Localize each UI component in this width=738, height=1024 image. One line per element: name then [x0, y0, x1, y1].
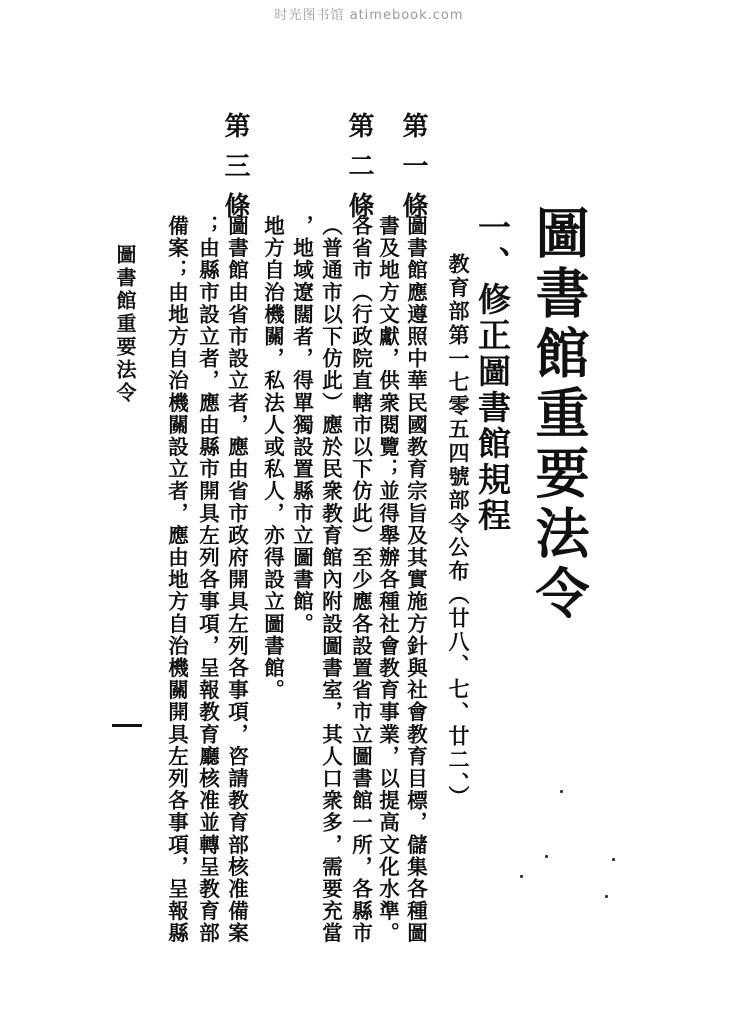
scan-speck: [560, 790, 563, 793]
document-title: 圖書館重要法令: [527, 205, 591, 625]
article-1-line-1: 圖書館應遵照中華民國教育宗旨及其實施方針與社會教育目標，儲集各種圖: [403, 215, 428, 945]
scan-speck: [612, 858, 615, 861]
site-watermark: 时光图书馆 atimebook.com: [274, 8, 464, 23]
scan-speck: [520, 875, 523, 878]
article-2-line-1: 各省市（行政院直轄市以下仿此）至少應各設置省市立圖書館一所，各縣市: [348, 215, 373, 945]
scan-speck: [605, 895, 608, 898]
article-2-label: 第二條: [344, 112, 374, 232]
article-3-line-1: 圖書館由省市設立者，應由省市政府開具左列各事項，咨請教育部核准備案: [224, 215, 249, 945]
article-1-line-2: 書及地方文獻，供衆閱覽；並得舉辦各種社會教育事業，以提高文化水準。: [375, 215, 400, 945]
scan-speck: [545, 855, 548, 858]
article-1-label: 第一條: [398, 112, 428, 232]
section-heading: 一、修正圖書館規程: [473, 210, 512, 534]
article-2-line-3: ，地域遼闊者，得單獨設置縣市立圖書館。: [289, 215, 314, 635]
running-footer: 圖書館重要法令: [113, 244, 137, 405]
article-3-label: 第三條: [220, 112, 250, 232]
article-3-line-3: 備案；由地方自治機關設立者，應由地方自治機關開具左列各事項，呈報縣: [164, 215, 189, 945]
decree-note: 教育部第一七零五四號部令公布（廿八、七、廿二、）: [446, 253, 471, 809]
article-2-line-2: （普通市以下仿此）應於民衆教育館內附設圖書室，其人口衆多，需要充當: [318, 215, 343, 945]
page-number: [112, 724, 142, 727]
article-2-line-4: 地方自治機關，私法人或私人，亦得設立圖書館。: [260, 215, 285, 702]
article-3-line-2: ；由縣市設立者，應由縣市開具左列各事項，呈報教育廳核准並轉呈教育部: [195, 215, 220, 945]
